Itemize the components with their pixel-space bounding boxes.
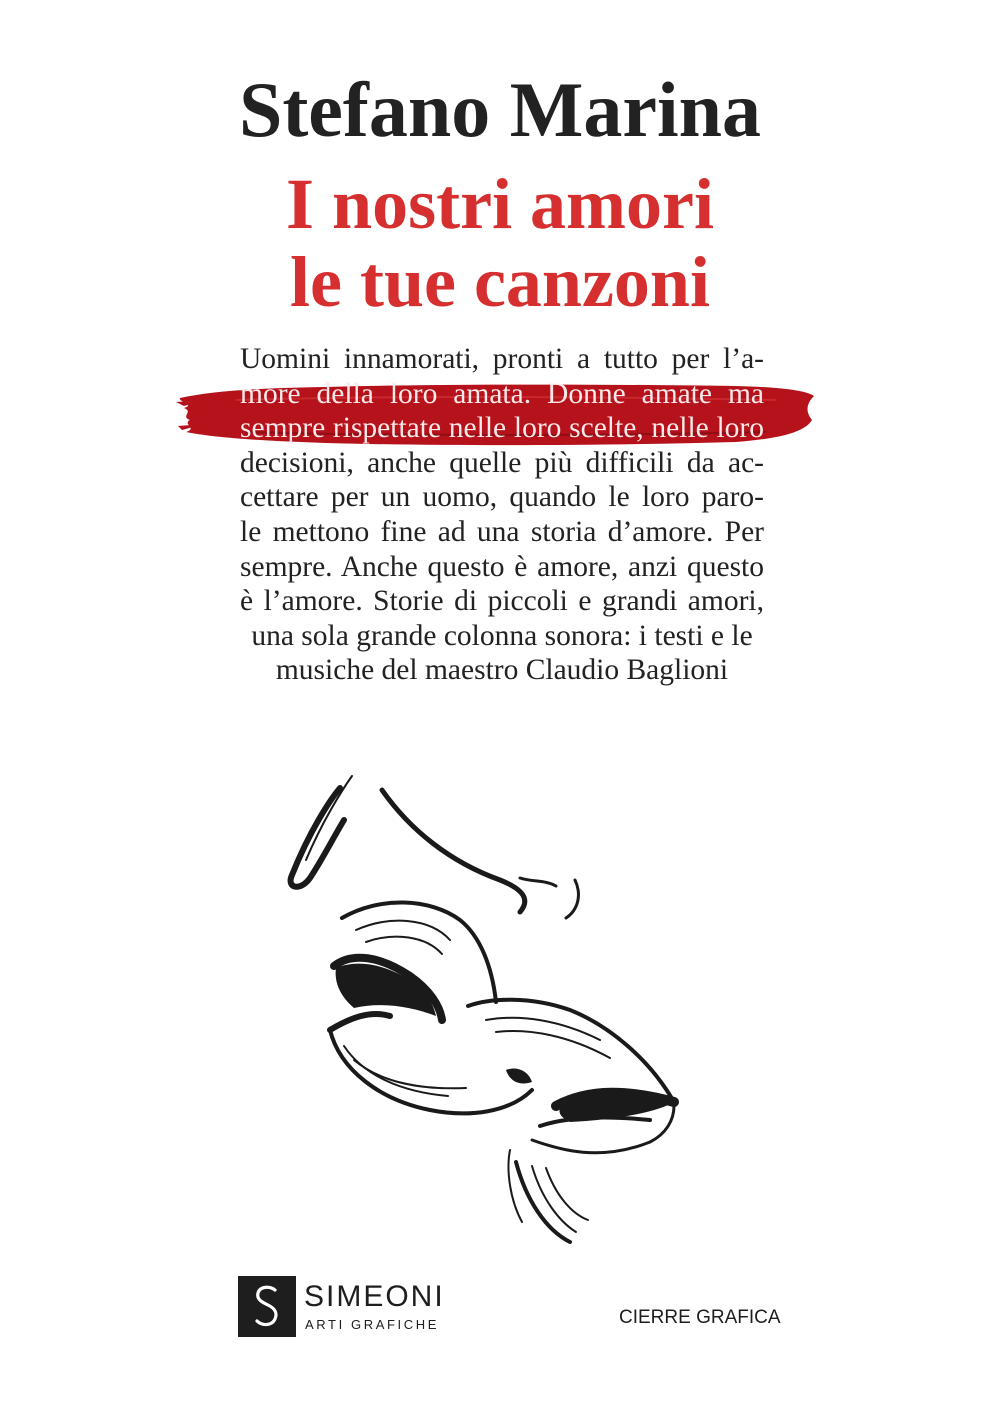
simeoni-s-logo-icon: [238, 1276, 296, 1337]
publisher-name: SIMEONI: [304, 1280, 445, 1313]
blurb-line-2: more della loro amata. Donne amate ma: [240, 377, 764, 410]
blurb-line-3: sempre rispettate nelle loro scelte, nelle loro: [240, 412, 764, 445]
author-name: Stefano Marina: [238, 66, 762, 153]
publisher-subtitle: ARTI GRAFICHE: [305, 1317, 439, 1332]
book-title-line-1: I nostri amori: [286, 164, 714, 244]
copublisher-name: CIERRE GRAFICA: [619, 1307, 781, 1328]
blurb-line-8: è l’amore. Storie di piccoli e grandi amori,: [240, 585, 764, 618]
blurb-line-4: decisioni, anche quelle più difficili da ac-: [240, 446, 764, 479]
book-title-line-2: le tue canzoni: [290, 242, 710, 322]
simeoni-logo-box: [238, 1276, 296, 1337]
blurb-line-1: Uomini innamorati, pronti a tutto per l’a-: [240, 343, 764, 375]
blurb-line-6: le mettono fine ad una storia d’amore. Per: [240, 515, 764, 548]
kissing-lips-sketch-icon: [270, 770, 700, 1250]
blurb-line-5: cettare per un uomo, quando le loro paro-: [240, 481, 764, 514]
blurb-text: [240, 342, 764, 688]
blurb-line-9: una sola grande colonna sonora: i testi e le: [251, 619, 753, 652]
blurb-line-7: sempre. Anche questo è amore, anzi questo: [240, 550, 764, 583]
blurb-line-10: musiche del maestro Claudio Baglioni: [275, 654, 729, 687]
